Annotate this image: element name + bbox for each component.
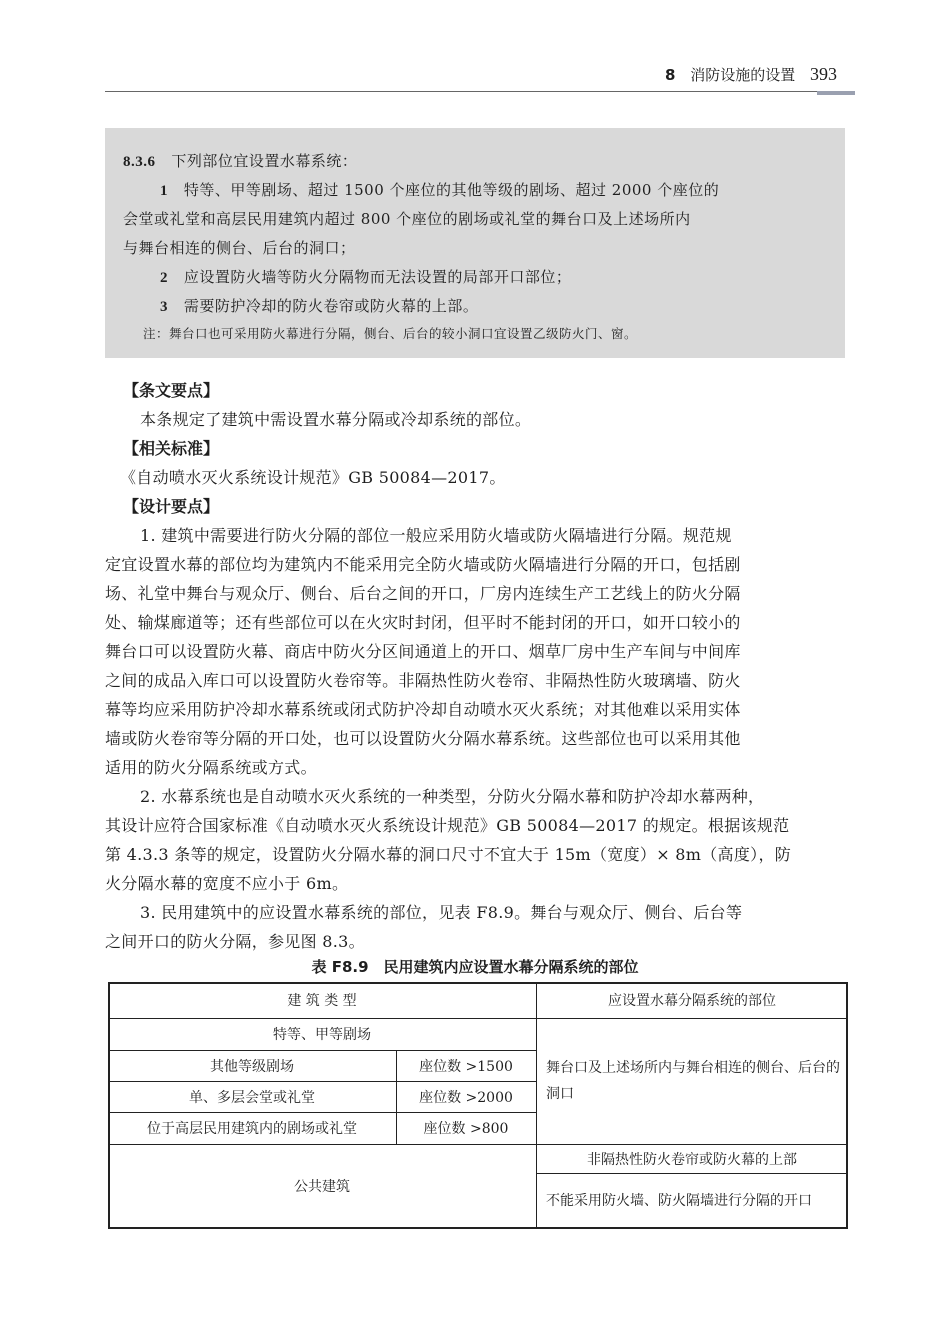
p3-line: 3. 民用建筑中的应设置水幕系统的部位，见表 F8.9。舞台与观众厅、侧台、后台等 — [140, 903, 743, 922]
p1-line: 之间的成品入库口可以设置防火卷帘等。非隔热性防火卷帘、非隔热性防火玻璃墙、防火 — [105, 671, 741, 690]
row-other-theater: 其他等级剧场 — [210, 1058, 294, 1075]
item2-text: 应设置防火墙等防火分隔物而无法设置的局部开口部位； — [183, 268, 572, 286]
p1-line: 定宜设置水幕的部位均为建筑内不能采用完全防火墙或防火隔墙进行分隔的开口，包括剧 — [105, 555, 741, 574]
p1-line: 墙或防火卷帘等分隔的开口处，也可以设置防火分隔水幕系统。这些部位也可以采用其他 — [105, 729, 741, 748]
clause-item1-line2: 会堂或礼堂和高层民用建筑内超过 800 个座位的剧场或礼堂的舞台口及上述场所内 — [123, 210, 691, 228]
p1-line: 适用的防火分隔系统或方式。 — [105, 758, 317, 777]
points-text: 本条规定了建筑中需设置水幕分隔或冷却系统的部位。 — [140, 410, 532, 429]
public-location-1: 非隔热性防火卷帘或防火幕的上部 — [587, 1151, 797, 1168]
clause-item1-line3: 与舞台相连的侧台、后台的洞口； — [123, 239, 356, 257]
public-building-cell: 公共建筑 — [294, 1179, 350, 1195]
p1-line: 场、礼堂中舞台与观众厅、侧台、后台之间的开口，厂房内连续生产工艺线上的防火分隔 — [105, 584, 741, 603]
header-rule — [105, 91, 845, 92]
row-other-theater-seats: 座位数 >1500 — [419, 1058, 513, 1075]
design-header: 【设计要点】 — [123, 497, 220, 516]
chapter-title: 消防设施的设置 — [690, 66, 796, 84]
chapter-number: 8 — [664, 66, 676, 84]
clause-note: 注：舞台口也可采用防火幕进行分隔，侧台、后台的较小洞口宜设置乙级防火门、窗。 — [143, 326, 638, 341]
row-highrise-theater-seats: 座位数 >800 — [423, 1121, 509, 1137]
item1-text-1: 特等、甲等剧场、超过 1500 个座位的其他等级的剧场、超过 2000 个座位的 — [183, 181, 720, 199]
item3-number: 3 — [160, 299, 168, 315]
col2-header: 应设置水幕分隔系统的部位 — [608, 993, 776, 1009]
public-location-2: 不能采用防火墙、防火隔墙进行分隔的开口 — [546, 1192, 812, 1209]
clause-item1-line1 — [160, 179, 719, 200]
p1-line: 幕等均应采用防护冷却水幕系统或闭式防护冷却自动喷水灭火系统；对其他难以采用实体 — [105, 700, 741, 719]
p2-line: 火分隔水幕的宽度不应小于 6m。 — [105, 874, 349, 893]
merged-location-cell: 舞台口及上述场所内与舞台相连的侧台、后台的洞口 — [546, 1060, 840, 1102]
clause-intro-line — [123, 150, 357, 171]
item2-number: 2 — [160, 270, 168, 286]
clause-intro: 下列部位宜设置水幕系统： — [171, 152, 358, 170]
p2-line: 其设计应符合国家标准《自动喷水灭火系统设计规范》GB 50084—2017 的规定。根据该规范 — [105, 816, 790, 835]
running-header — [105, 62, 845, 92]
p1-line: 处、输煤廊道等；还有些部位可以在火灾时封闭，但平时不能封闭的开口，如开口较小的 — [105, 613, 741, 632]
points-header: 【条文要点】 — [123, 381, 220, 400]
table — [108, 982, 848, 1229]
p1-line: 1. 建筑中需要进行防火分隔的部位一般应采用防火墙或防火隔墙进行分隔。规范规 — [140, 526, 732, 545]
clause-number: 8.3.6 — [123, 154, 156, 170]
row-highrise-theater: 位于高层民用建筑内的剧场或礼堂 — [147, 1121, 357, 1137]
row-hall: 单、多层会堂或礼堂 — [189, 1089, 315, 1106]
clause-item3 — [160, 295, 478, 316]
row-premium-theater: 特等、甲等剧场 — [273, 1027, 371, 1043]
header-accent-bar — [817, 91, 855, 95]
clause-item2 — [160, 266, 571, 287]
p2-line: 第 4.3.3 条等的规定，设置防火分隔水幕的洞口尺寸不宜大于 15m（宽度）× 8m（高度），防 — [105, 845, 792, 864]
item3-text: 需要防护冷却的防火卷帘或防火幕的上部。 — [183, 297, 479, 315]
col1-header: 建 筑 类 型 — [287, 993, 357, 1009]
page-number: 393 — [810, 64, 837, 84]
header-text — [665, 64, 837, 85]
table-caption: 表 F8.9 民用建筑内应设置水幕分隔系统的部位 — [311, 958, 639, 976]
p3-line: 之间开口的防火分隔，参见图 8.3。 — [105, 932, 365, 951]
clause-box — [105, 128, 845, 358]
item1-number: 1 — [160, 183, 168, 199]
standards-header: 【相关标准】 — [123, 439, 220, 458]
p2-line: 2. 水幕系统也是自动喷水灭火系统的一种类型，分防火分隔水幕和防护冷却水幕两种， — [140, 787, 765, 806]
p1-line: 舞台口可以设置防火幕、商店中防火分区间通道上的开口、烟草厂房中生产车间与中间库 — [105, 642, 741, 661]
row-hall-seats: 座位数 >2000 — [419, 1089, 513, 1106]
standards-text: 《自动喷水灭火系统设计规范》GB 50084—2017。 — [120, 468, 506, 487]
